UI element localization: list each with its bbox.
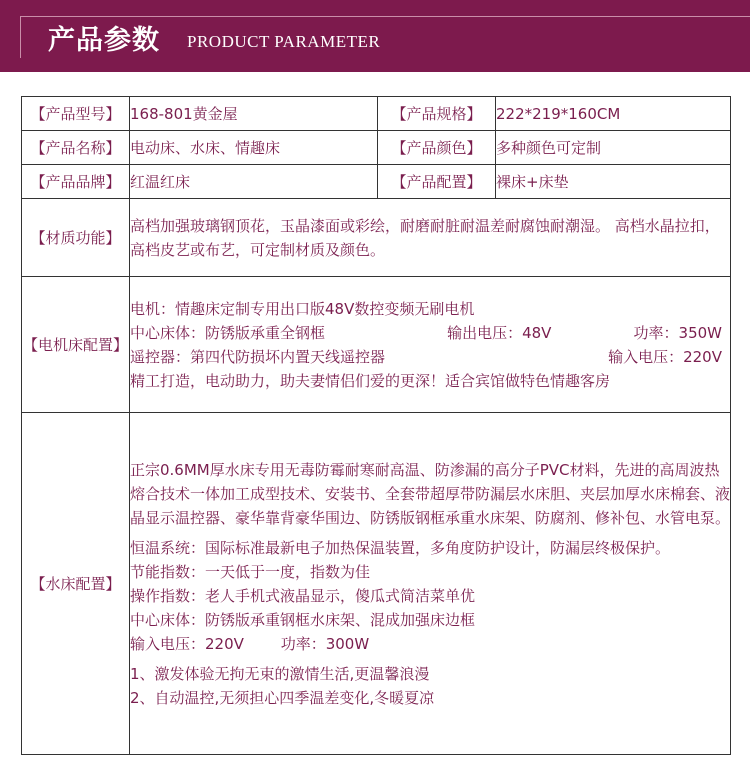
motor-config-cell <box>130 277 731 413</box>
table-row <box>22 131 731 165</box>
color-label: 【产品颜色】 <box>378 131 496 165</box>
motor-line: 精工打造，电动助力，助夫妻情侣们爱的更深！适合宾馆做特色情趣客房 <box>130 371 611 390</box>
brand-label: 【产品品牌】 <box>22 165 130 199</box>
header-banner <box>0 0 750 72</box>
water-line: 中心床体：防锈版承重钢框水床架、混成加强床边框 <box>130 610 476 629</box>
table-row <box>22 165 731 199</box>
motor-output-voltage: 输出电压：48V <box>447 323 552 342</box>
motor-input-voltage: 输入电压：220V <box>608 347 722 366</box>
model-label: 【产品型号】 <box>22 97 130 131</box>
water-line: 操作指数：老人手机式液晶显示，傻瓜式简洁菜单优 <box>130 586 476 605</box>
table-row <box>22 97 731 131</box>
name-label: 【产品名称】 <box>22 131 130 165</box>
model-value: 168-801黄金屋 <box>130 97 378 131</box>
spec-value: 222*219*160CM <box>496 97 731 131</box>
water-line: 节能指数：一天低于一度，指数为佳 <box>130 562 371 581</box>
config-label: 【产品配置】 <box>378 165 496 199</box>
color-value: 多种颜色可定制 <box>496 131 731 165</box>
table-row <box>22 199 731 277</box>
table-row <box>22 277 731 413</box>
motor-line <box>130 345 730 369</box>
material-label: 【材质功能】 <box>22 199 130 277</box>
parameter-table <box>21 96 731 755</box>
name-value: 电动床、水床、情趣床 <box>130 131 378 165</box>
motor-power: 功率：350W <box>633 323 722 342</box>
water-input-voltage: 输入电压：220V <box>130 634 244 653</box>
feature-item: 1、激发体验无拘无束的激情生活,更温馨浪漫 <box>130 664 430 683</box>
motor-line: 电机：情趣床定制专用出口版48V数控变频无刷电机 <box>130 299 475 318</box>
water-line <box>130 632 730 656</box>
motor-line <box>130 321 730 345</box>
brand-value: 红温红床 <box>130 165 378 199</box>
material-value: 高档加强玻璃钢顶花，玉晶漆面或彩绘，耐磨耐脏耐温差耐腐蚀耐潮湿。 高档水晶拉扣，高档皮艺或布艺，可定制材质及颜色。 <box>130 199 731 277</box>
water-label: 【水床配置】 <box>22 413 130 755</box>
motor-frame: 中心床体：防锈版承重全钢框 <box>130 323 326 342</box>
spec-label: 【产品规格】 <box>378 97 496 131</box>
feature-item: 2、自动温控,无须担心四季温差变化,冬暖夏凉 <box>130 688 435 707</box>
motor-label: 【电机床配置】 <box>22 277 130 413</box>
water-paragraph: 正宗0.6MM厚水床专用无毒防霉耐寒耐高温、防渗漏的高分子PVC材料，先进的高周波热熔合技术一体加工成型技术、安装书、全套带超厚带防漏层水床胆、夹层加厚水床棉套、液晶显示温控器、豪华靠背豪华围边、防锈版钢框承重水床架、防腐剂、修补包、水管电泵。 <box>130 460 731 527</box>
water-paragraph: 恒温系统：国际标准最新电子加热保温装置，多角度防护设计，防漏层终极保护。 <box>130 538 671 557</box>
water-config-cell <box>130 413 731 755</box>
table-row <box>22 413 731 755</box>
page-title: 产品参数 <box>48 25 160 56</box>
motor-remote: 遥控器：第四代防损坏内置天线遥控器 <box>130 347 386 366</box>
water-power: 功率：300W <box>280 634 370 653</box>
config-value: 裸床+床垫 <box>496 165 731 199</box>
page-title-english: PRODUCT PARAMETER <box>187 32 381 51</box>
